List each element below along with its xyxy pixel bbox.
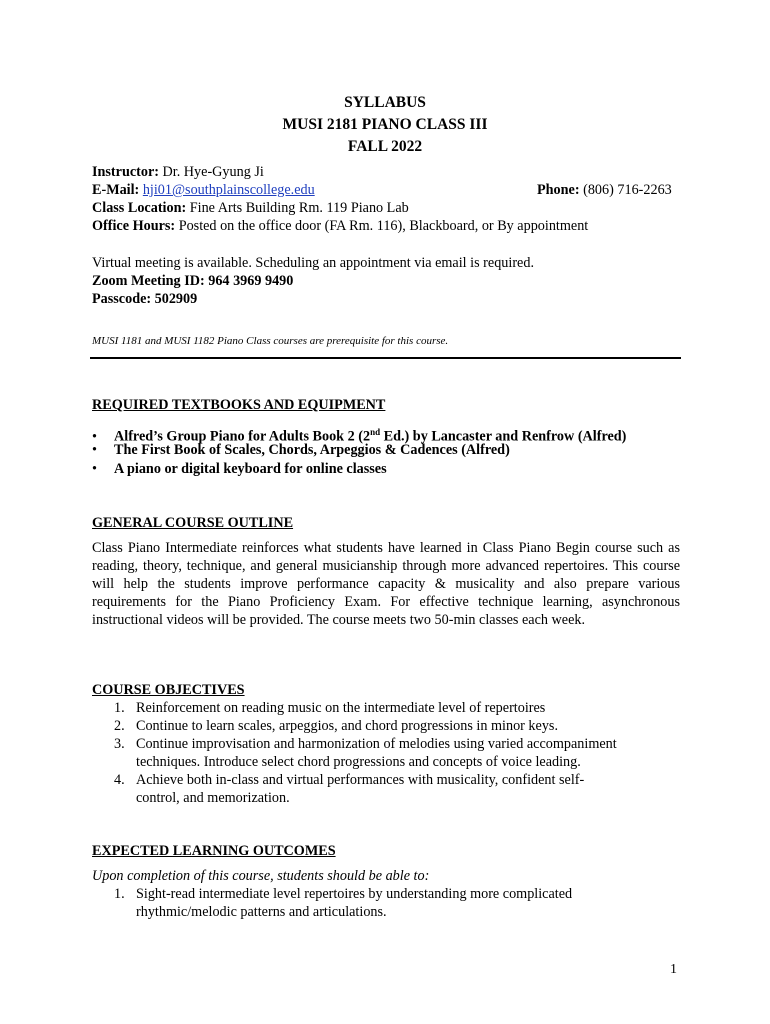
course-title: MUSI 2181 PIANO CLASS III <box>282 116 488 133</box>
objective-text: Achieve both in-class and virtual performances with musicality, confident self- <box>136 772 585 788</box>
instructor-line <box>92 163 264 181</box>
objective-item-1 <box>114 699 545 717</box>
outcome-item-1-cont: rhythmic/melodic patterns and articulations. <box>136 904 387 920</box>
syllabus-title: SYLLABUS <box>344 94 426 111</box>
phone-value: (806) 716-2263 <box>579 182 672 198</box>
outcome-text: Sight-read intermediate level repertoires by understanding more complicated <box>136 886 573 902</box>
zoom-meeting-id: Zoom Meeting ID: 964 3969 9490 <box>92 273 294 289</box>
email-link[interactable]: hji01@southplainscollege.edu <box>142 182 315 198</box>
textbook-item-3 <box>92 460 387 478</box>
objective-item-4 <box>114 771 584 789</box>
textbook-item-3-text: A piano or digital keyboard for online classes <box>114 461 387 477</box>
objective-item-4-cont: control, and memorization. <box>136 790 290 806</box>
textbooks-heading: REQUIRED TEXTBOOKS AND EQUIPMENT <box>92 397 386 413</box>
semester-title: FALL 2022 <box>347 138 423 155</box>
textbook-item-1-sup: nd <box>370 427 381 437</box>
textbook-item-1-text: Alfred’s Group Piano for Adults Book 2 (2 <box>114 428 371 445</box>
objective-item-3-cont: techniques. Introduce select chord progressions and concepts of voice leading. <box>136 754 581 770</box>
outcomes-intro: Upon completion of this course, students should be able to: <box>92 868 430 884</box>
objective-item-3 <box>114 735 617 753</box>
office-hours-label: Office Hours: <box>92 218 176 234</box>
virtual-note: Virtual meeting is available. Scheduling an appointment via email is required. <box>92 255 534 271</box>
outcome-item-1 <box>114 885 572 903</box>
location-value: Fine Arts Building Rm. 119 Piano Lab <box>186 200 409 216</box>
email-label: E-Mail: <box>92 182 140 198</box>
phone-line <box>537 181 672 199</box>
bullet-icon: • <box>92 428 97 445</box>
objective-number: 3. <box>114 736 125 752</box>
textbook-item-1-rest: Ed.) by Lancaster and Renfrow (Alfred) <box>380 428 627 445</box>
textbook-item-2 <box>92 441 510 459</box>
office-hours-line <box>92 217 588 235</box>
objective-text: Reinforcement on reading music on the intermediate level of repertoires <box>136 700 546 716</box>
location-line <box>92 199 409 217</box>
location-label: Class Location: <box>92 200 187 216</box>
section-divider <box>90 357 681 359</box>
zoom-passcode: Passcode: 502909 <box>92 291 198 307</box>
office-hours-value: Posted on the office door (FA Rm. 116), Blackboard, or By appointment <box>175 218 589 234</box>
bullet-icon: • <box>92 442 97 458</box>
outline-heading: GENERAL COURSE OUTLINE <box>92 515 294 531</box>
outcomes-heading: EXPECTED LEARNING OUTCOMES <box>92 843 336 859</box>
objective-number: 1. <box>114 700 125 716</box>
email-line <box>92 181 315 199</box>
objective-number: 4. <box>114 772 125 788</box>
outline-paragraph: Class Piano Intermediate reinforces what students have learned in Class Piano Begin course such as reading, theory, technique, and general musicianship through more advanced repertoires. This course will help the students improve performance capacity & musicality and also prepare various requirements for the Piano Proficiency Exam. For effective technique learning, asynchronous instructional videos will be provided. The course meets two 50-min classes each week. <box>92 540 680 628</box>
instructor-value: Dr. Hye-Gyung Ji <box>158 164 264 180</box>
prerequisite-note: MUSI 1181 and MUSI 1182 Piano Class courses are prerequisite for this course. <box>92 335 449 347</box>
page-number: 1 <box>670 962 677 977</box>
objective-text: Continue to learn scales, arpeggios, and chord progressions in minor keys. <box>136 718 558 734</box>
objective-number: 2. <box>114 718 125 734</box>
objectives-heading: COURSE OBJECTIVES <box>92 682 245 698</box>
bullet-icon: • <box>92 461 97 477</box>
objective-item-2 <box>114 717 558 735</box>
instructor-label: Instructor: <box>92 164 159 180</box>
outcome-number: 1. <box>114 886 125 902</box>
objective-text: Continue improvisation and harmonization of melodies using varied accompaniment <box>136 736 617 752</box>
textbook-item-2-text: The First Book of Scales, Chords, Arpeggios & Cadences (Alfred) <box>114 442 510 458</box>
phone-label: Phone: <box>537 182 580 198</box>
